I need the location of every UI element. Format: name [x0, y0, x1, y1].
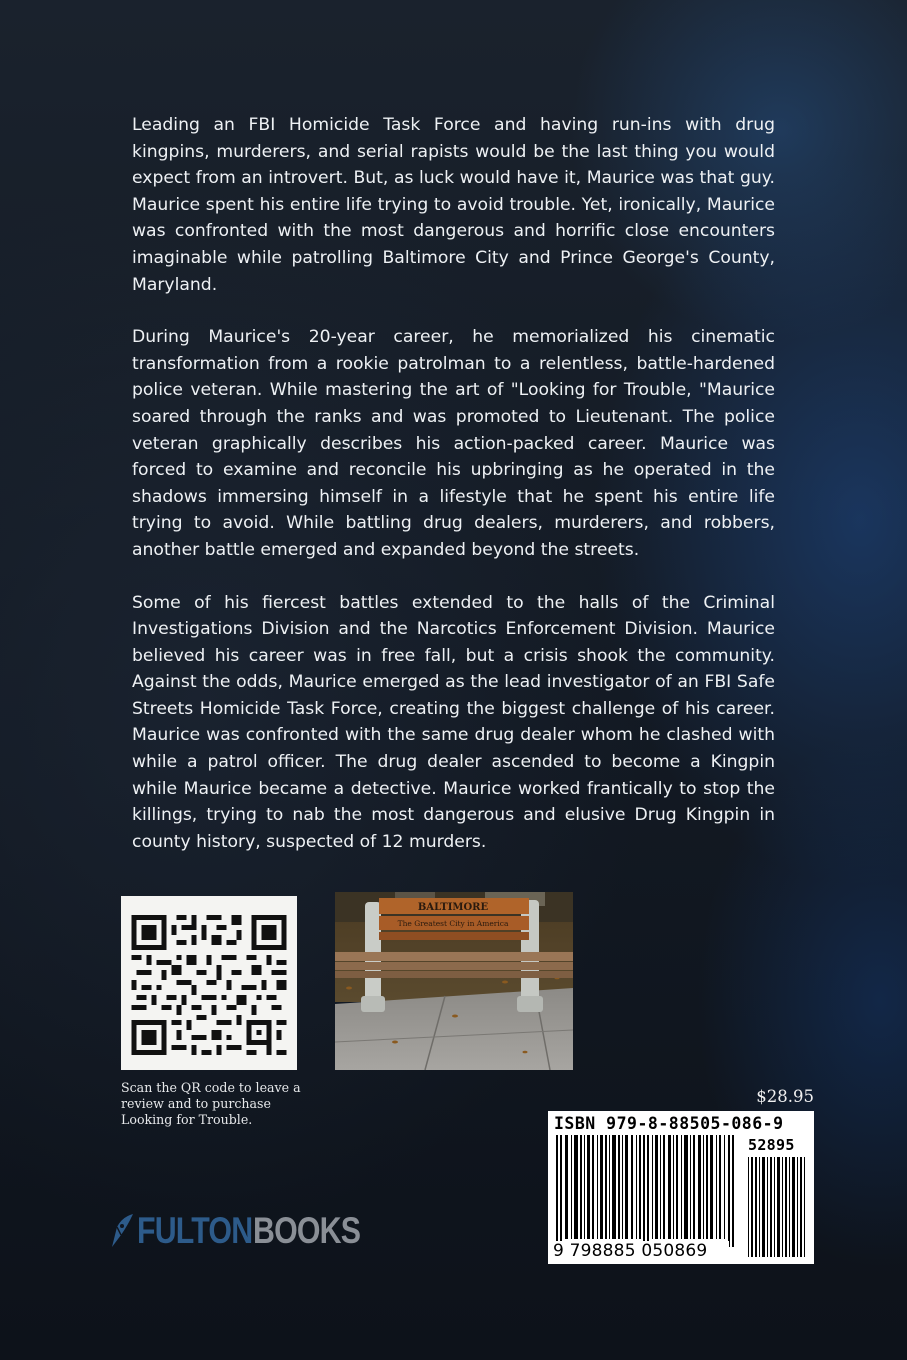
price-addon-bars — [746, 1157, 808, 1257]
bench-sign-subtitle: The Greatest City in America — [397, 919, 509, 928]
back-cover-blurb — [132, 112, 775, 881]
ean-barcode-bars — [552, 1135, 740, 1247]
quill-pen-icon — [108, 1213, 134, 1249]
price-addon-digits: 52895 — [748, 1136, 795, 1154]
price: $28.95 — [756, 1087, 814, 1106]
ean-digits: 9 798885 050869 — [551, 1241, 729, 1261]
publisher-logo — [108, 1211, 383, 1251]
publisher-name-fulton: FULTON — [137, 1210, 253, 1251]
isbn-barcode — [548, 1111, 814, 1264]
bench-photo — [335, 892, 573, 1070]
qr-code-pattern — [126, 910, 292, 1060]
isbn-text: ISBN 979-8-88505-086-9 — [554, 1114, 784, 1133]
blurb-paragraph-3: Some of his fiercest battles extended to the halls of the Criminal Investigations Division and the Narcotics Enforcement Division. Maurice believed his career was in free fall, but a crisis shook the community. Against the odds, Maurice emerged as the lead investigator of an FBI Safe Streets Homicide Task Force, creating the biggest challenge of his career. Maurice was confronted with the same drug dealer whom he clashed with while a patrol officer. The drug dealer ascended to become a Kingpin while Maurice became a detective. Maurice worked frantically to stop the killings, trying to nab the most dangerous and elusive Drug Kingpin in county history, suspected of 12 murders. — [132, 592, 775, 852]
blurb-paragraph-1: Leading an FBI Homicide Task Force and having run-ins with drug kingpins, murderers, and serial rapists would be the last thing you would expect from an introvert. But, as luck would have it, Maurice was that guy. Maurice spent his entire life trying to avoid trouble. Yet, ironically, Maurice was confronted with the most dangerous and horrific close encounters imaginable while patrolling Baltimore City and Prince George's County, Maryland. — [132, 115, 775, 295]
publisher-name-books: BOOKS — [252, 1210, 360, 1251]
qr-code[interactable] — [121, 896, 297, 1070]
qr-caption: Scan the QR code to leave a review and to purchase Looking for Trouble. — [121, 1080, 301, 1127]
blurb-paragraph-2: During Maurice's 20-year career, he memorialized his cinematic transformation from a rookie patrolman to a relentless, battle-hardened police veteran. While mastering the art of "Looking for Trouble, "Maurice soared through the ranks and was promoted to Lieutenant. The police veteran graphically describes his action-packed career. Maurice was forced to examine and reconcile his upbringing as he operated in the shadows immersing himself in a lifestyle that he spent his entire life trying to avoid. While battling drug dealers, murderers, and robbers, another battle emerged and expanded beyond the streets. — [132, 327, 775, 560]
bench-sign-title: BALTIMORE — [417, 902, 489, 913]
